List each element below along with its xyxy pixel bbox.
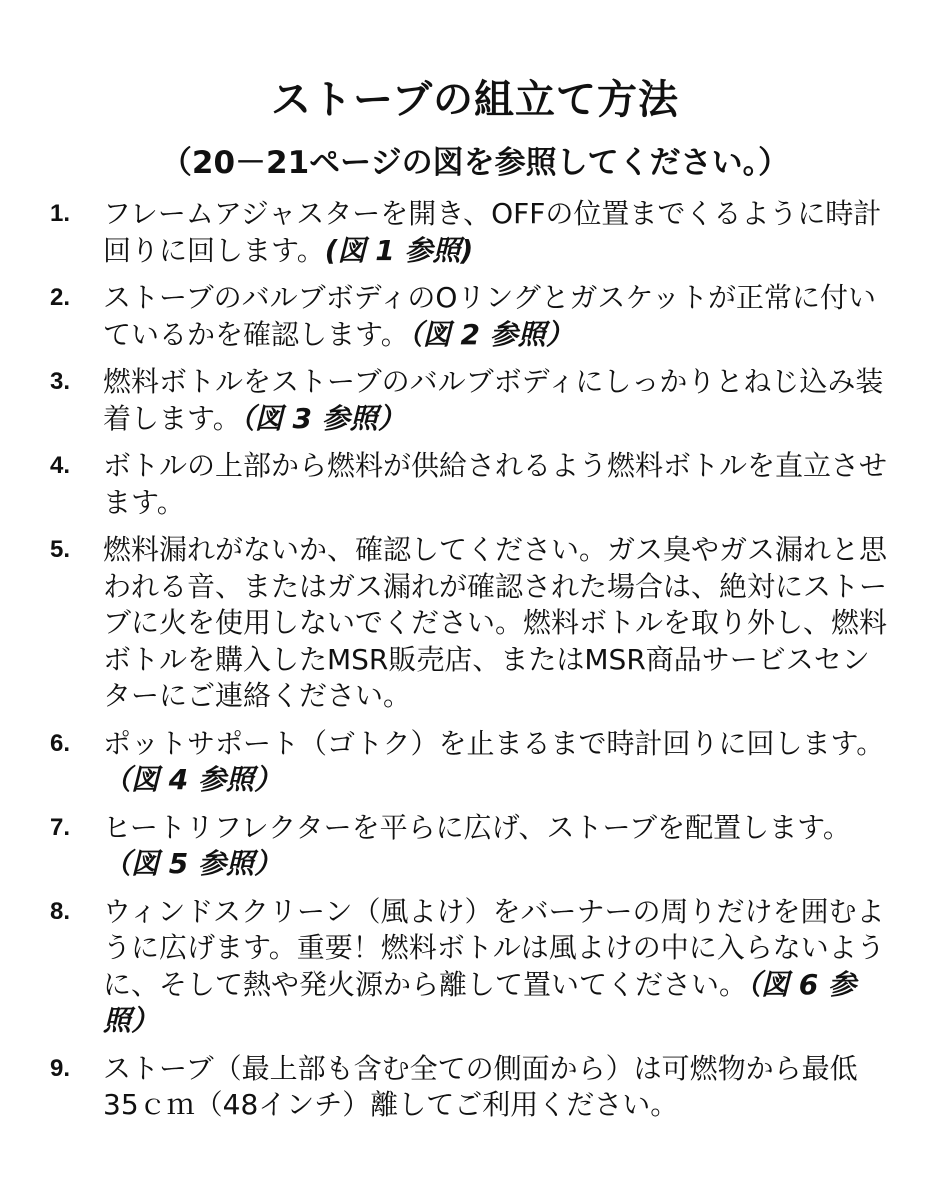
figure-reference: （図 4 参照） — [103, 763, 282, 796]
step-text: ウィンドスクリーン（風よけ）をバーナーの周りだけを囲むように広げます。重要！燃料ボトルは風よけの中に入らないように、そして熱や発火源から離して置いてください。 — [103, 894, 885, 1001]
step-5 — [0, 532, 950, 715]
figure-reference: （図 3 参照） — [240, 401, 406, 435]
step-7 — [0, 810, 950, 883]
page-subtitle: （20－21ページの図を参照してください。） — [160, 145, 790, 181]
step-text: ボトルの上部から燃料が供給されるよう燃料ボトルを直立させます。 — [103, 449, 888, 519]
step-text: ストーブ（最上部も含む全ての側面から）は可燃物から最低35ｃｍ（48インチ）離してご利用ください。 — [103, 1051, 858, 1121]
step-number: 1. — [50, 200, 71, 227]
assembly-steps-list — [0, 196, 950, 1135]
figure-reference: (図 1 参照) — [324, 233, 474, 267]
step-4 — [0, 448, 950, 521]
step-number: 5. — [50, 536, 71, 563]
step-number: 4. — [50, 452, 71, 479]
step-text: ヒートリフレクターを平らに広げ、ストーブを配置します。 — [103, 810, 851, 844]
page-title: ストーブの組立て方法 — [271, 77, 679, 123]
step-2 — [0, 280, 950, 353]
step-number: 8. — [50, 897, 71, 925]
step-number: 7. — [50, 813, 71, 841]
step-3 — [0, 364, 950, 437]
figure-reference: （図 2 参照） — [408, 317, 574, 351]
step-1 — [0, 196, 950, 269]
figure-reference: （図 5 参照） — [103, 847, 282, 880]
step-number: 2. — [50, 284, 71, 311]
step-6 — [0, 726, 950, 799]
step-text: フレームアジャスターを開き、OFFの位置までくるように時計回りに回します。 — [103, 197, 882, 267]
step-9 — [0, 1051, 950, 1124]
step-number: 9. — [50, 1054, 71, 1082]
step-text: ポットサポート（ゴトク）を止まるまで時計回りに回します。 — [103, 726, 885, 760]
step-8 — [0, 894, 950, 1040]
step-number: 6. — [50, 729, 71, 757]
step-text: 燃料漏れがないか、確認してください。ガス臭やガス漏れと思われる音、またはガス漏れが確認された場合は、絶対にストーブに火を使用しないでください。燃料ボトルを取り外し、燃料ボトルを購入したMSR販売店、またはMSR商品サービスセンターにご連絡ください。 — [103, 533, 888, 712]
step-text: ストーブのバルブボディのOリングとガスケットが正常に付いているかを確認します。 — [103, 281, 877, 351]
step-text: 燃料ボトルをストーブのバルブボディにしっかりとねじ込み装着します。 — [103, 365, 884, 435]
figure-reference: （図 6 参照） — [103, 967, 856, 1037]
step-number: 3. — [50, 368, 71, 395]
